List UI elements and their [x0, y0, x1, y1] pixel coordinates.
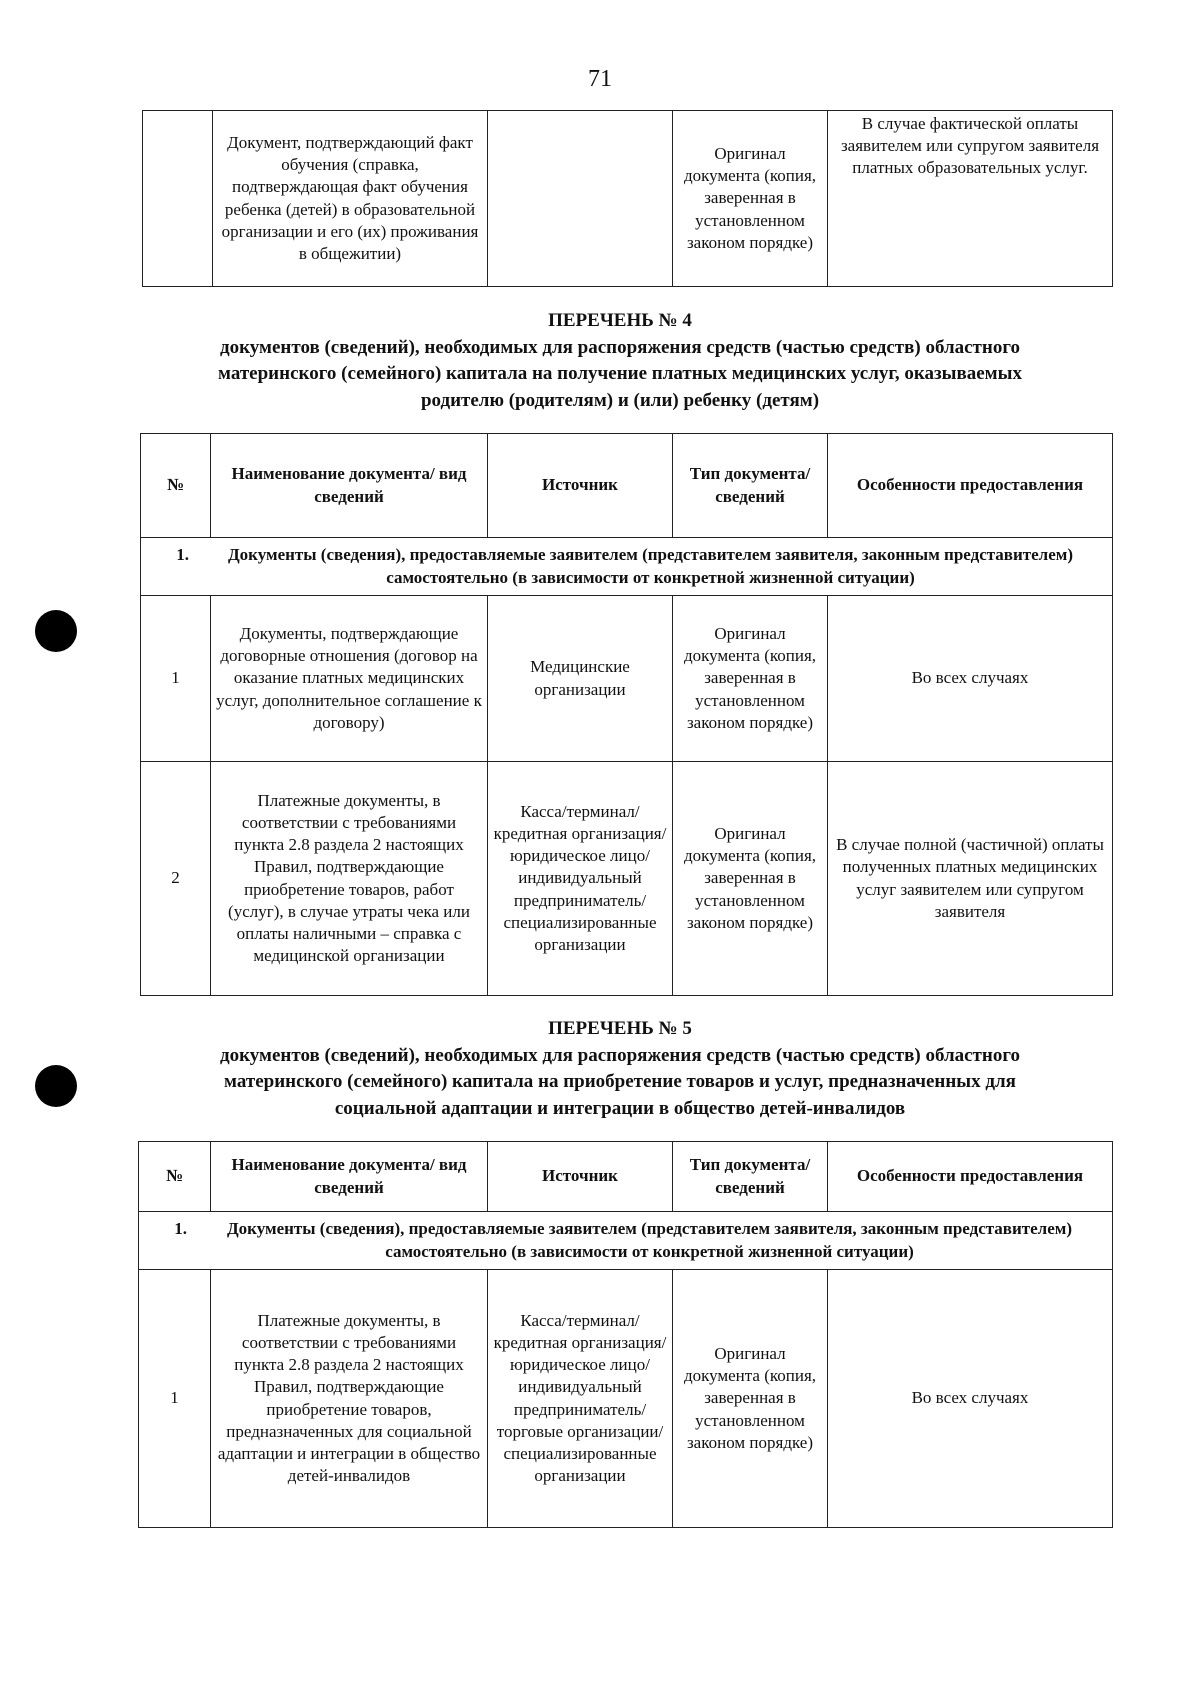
cell-document-name: Документы, подтверждающие договорные отношения (договор на оказание платных медицинских услуг, дополнительное соглашение к договору) — [211, 596, 488, 762]
punch-hole-marker — [35, 610, 77, 652]
section-number: 1. — [176, 545, 189, 565]
cell-source: Медицинские организации — [488, 596, 673, 762]
list5-table — [138, 1141, 1113, 1528]
cell-document-type: Оригинал документа (копия, заверенная в установленном законом порядке) — [673, 111, 828, 287]
header-num: № — [141, 434, 211, 538]
table-row — [139, 1270, 1113, 1528]
punch-hole-marker — [35, 1065, 77, 1107]
header-type: Тип документа/ сведений — [673, 434, 828, 538]
header-name: Наименование документа/ вид сведений — [211, 434, 488, 538]
list4-table — [140, 433, 1113, 996]
header-source: Источник — [488, 1142, 673, 1212]
cell-notes: Во всех случаях — [828, 1270, 1113, 1528]
cell-num — [143, 111, 213, 287]
list4-subtitle-line: документов (сведений), необходимых для распоряжения средств (частью средств) областного — [220, 336, 1020, 358]
header-row — [139, 1142, 1113, 1212]
cell-source — [488, 111, 673, 287]
list4-title: ПЕРЕЧЕНЬ № 4 — [548, 310, 692, 331]
section-row — [141, 538, 1113, 596]
list4-subtitle-line: родителю (родителям) и (или) ребенку (детям) — [420, 389, 820, 411]
section-heading — [139, 1212, 1113, 1270]
header-notes: Особенности предоставления — [828, 434, 1113, 538]
cell-num: 2 — [141, 762, 211, 996]
header-num: № — [139, 1142, 211, 1212]
header-name: Наименование документа/ вид сведений — [211, 1142, 488, 1212]
list5-heading — [130, 1016, 1110, 1122]
header-type: Тип документа/ сведений — [673, 1142, 828, 1212]
cell-document-type: Оригинал документа (копия, заверенная в установленном законом порядке) — [673, 762, 828, 996]
list4-heading — [130, 308, 1110, 414]
list5-title: ПЕРЕЧЕНЬ № 5 — [548, 1018, 692, 1039]
table-row — [143, 111, 1113, 287]
list5-subtitle-line: социальной адаптации и интеграции в общество детей-инвалидов — [334, 1097, 906, 1119]
table-row — [141, 762, 1113, 996]
list5-subtitle-line: документов (сведений), необходимых для распоряжения средств (частью средств) областного — [220, 1044, 1020, 1066]
continuation-table — [142, 110, 1113, 287]
table-row — [141, 596, 1113, 762]
cell-num: 1 — [139, 1270, 211, 1528]
cell-document-name: Документ, подтверждающий факт обучения (справка, подтверждающая факт обучения ребенка (детей) в образовательной организации и его (их) проживания в общежитии) — [213, 111, 488, 287]
header-notes: Особенности предоставления — [828, 1142, 1113, 1212]
cell-notes: В случае полной (частичной) оплаты полученных платных медицинских услуг заявителем или супругом заявителя — [828, 762, 1113, 996]
cell-notes: Во всех случаях — [828, 596, 1113, 762]
page-number: 71 — [588, 66, 612, 92]
cell-num: 1 — [141, 596, 211, 762]
header-row — [141, 434, 1113, 538]
cell-document-name: Платежные документы, в соответствии с требованиями пункта 2.8 раздела 2 настоящих Правил, подтверждающие приобретение товаров, работ (услуг), в случае утраты чека или оплаты наличными – справка с медицинской организации — [211, 762, 488, 996]
list4-subtitle-line: материнского (семейного) капитала на получение платных медицинских услуг, оказываемых — [218, 363, 1022, 385]
section-row — [139, 1212, 1113, 1270]
section-text: Документы (сведения), предоставляемые заявителем (представителем заявителя, законным представителем) самостоятельно (в зависимости от конкретной жизненной ситуации) — [226, 1219, 1072, 1261]
cell-document-type: Оригинал документа (копия, заверенная в установленном законом порядке) — [673, 1270, 828, 1528]
cell-document-name: Платежные документы, в соответствии с требованиями пункта 2.8 раздела 2 настоящих Правил, подтверждающие приобретение товаров, предназначенных для социальной адаптации и интеграции в общество детей-инвалидов — [211, 1270, 488, 1528]
header-source: Источник — [488, 434, 673, 538]
cell-source: Касса/терминал/ кредитная организация/ юридическое лицо/ индивидуальный предприниматель/ специализированные организации — [488, 762, 673, 996]
cell-notes: В случае фактической оплаты заявителем или супругом заявителя платных образовательных услуг. — [828, 111, 1113, 287]
section-text: Документы (сведения), предоставляемые заявителем (представителем заявителя, законным представителем) самостоятельно (в зависимости от конкретной жизненной ситуации) — [227, 545, 1073, 587]
list5-subtitle-line: материнского (семейного) капитала на приобретение товаров и услуг, предназначенных для — [224, 1071, 1016, 1093]
cell-source: Касса/терминал/ кредитная организация/ юридическое лицо/ индивидуальный предприниматель/ торговые организации/ специализированные организации — [488, 1270, 673, 1528]
section-number: 1. — [174, 1219, 187, 1239]
section-heading — [141, 538, 1113, 596]
cell-document-type: Оригинал документа (копия, заверенная в установленном законом порядке) — [673, 596, 828, 762]
